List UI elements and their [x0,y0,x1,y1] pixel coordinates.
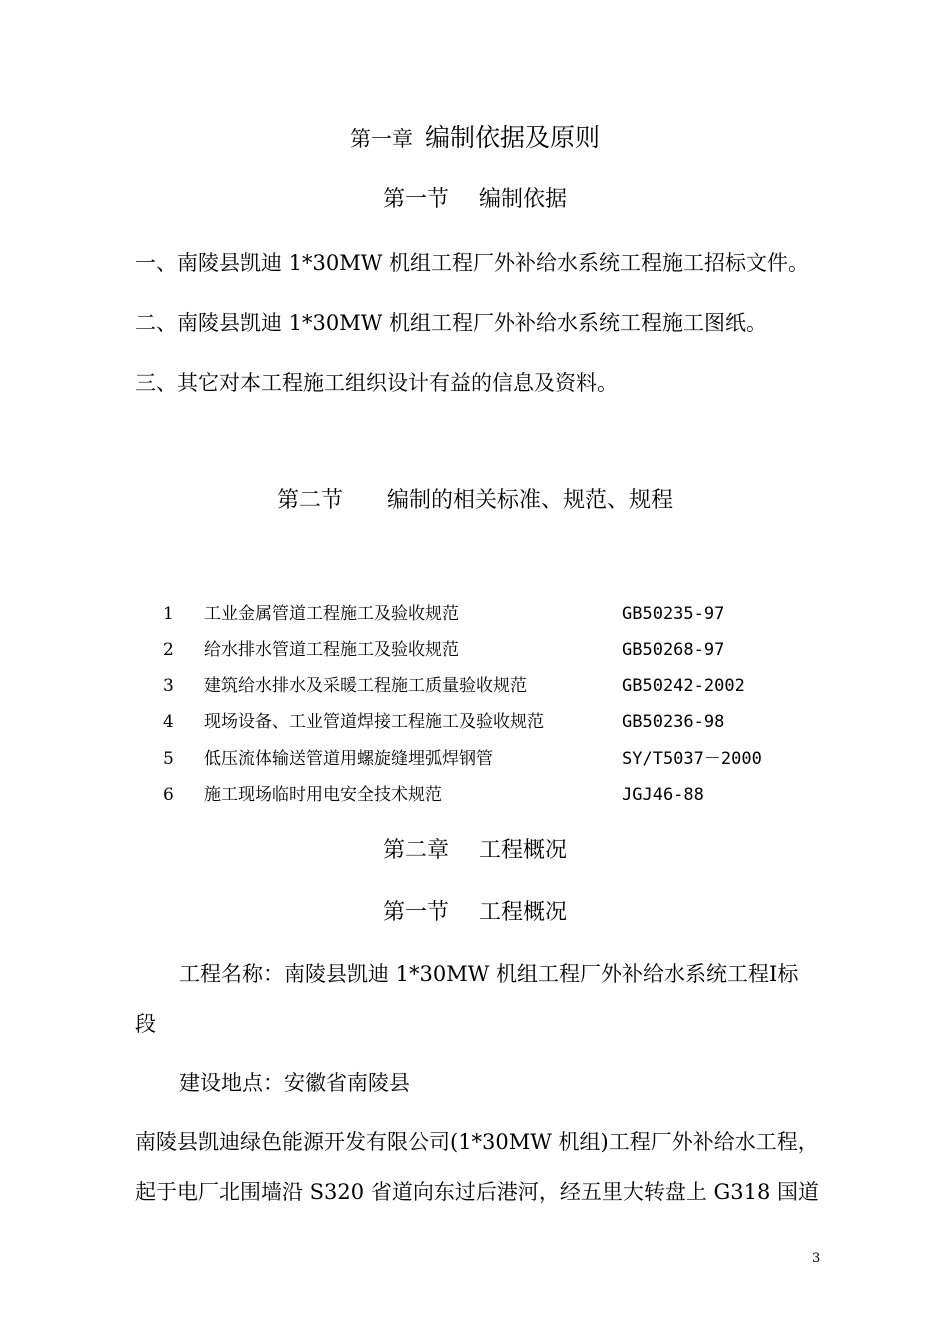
standard-number: 5 [163,749,174,769]
chapter-number: 第二章 [382,838,449,863]
standard-code: SY/T5037－2000 [622,749,762,769]
section-title-text: 工程概况 [479,900,568,925]
table-row [0,668,950,704]
standard-name: 工业金属管道工程施工及验收规范 [204,604,459,624]
table-row [0,741,950,777]
chapter-title [0,120,950,157]
table-row [0,596,950,632]
standard-code: GB50236-98 [622,712,725,732]
standard-name: 低压流体输送管道用螺旋缝埋弧焊钢管 [204,749,493,769]
section-title [0,896,950,930]
section-number: 第一节 [382,187,449,212]
section-number: 第二节 [276,488,343,513]
section-title-text: 编制依据 [479,187,568,212]
basis-item: 二、南陵县凯迪 1*30MW 机组工程厂外补给水系统工程施工图纸。 [135,311,768,335]
project-name-line: 段 [135,1012,156,1036]
table-row [0,632,950,668]
standard-number: 3 [163,676,174,696]
page-number: 3 [812,1251,821,1266]
standard-number: 2 [163,640,174,660]
standard-number: 1 [163,604,174,624]
chapter-title-text: 工程概况 [479,838,568,863]
standard-name: 给水排水管道工程施工及验收规范 [204,640,459,660]
section-title [0,484,950,518]
chapter-title [0,834,950,868]
description-line: 南陵县凯迪绿色能源开发有限公司(1*30MW 机组)工程厂外补给水工程， [135,1130,819,1154]
chapter-number: 第一章 [349,127,413,151]
standard-number: 4 [163,712,174,732]
section-title [0,183,950,217]
basis-item: 一、南陵县凯迪 1*30MW 机组工程厂外补给水系统工程施工招标文件。 [135,251,810,275]
standard-code: GB50235-97 [622,604,725,624]
standard-code: JGJ46-88 [622,785,704,805]
location-line: 建设地点：安徽省南陵县 [179,1071,410,1095]
table-row [0,704,950,740]
description-line: 起于电厂北围墙沿 S320 省道向东过后港河，经五里大转盘上 G318 国道 [135,1180,820,1204]
table-row [0,777,950,813]
section-number: 第一节 [382,900,449,925]
standard-name: 现场设备、工业管道焊接工程施工及验收规范 [204,712,544,732]
standard-code: GB50242-2002 [622,676,745,696]
standard-number: 6 [163,785,174,805]
standard-name: 建筑给水排水及采暖工程施工质量验收规范 [204,676,527,696]
chapter-title-text: 编制依据及原则 [424,123,600,152]
section-title-text: 编制的相关标准、规范、规程 [387,488,674,513]
project-name-line: 工程名称：南陵县凯迪 1*30MW 机组工程厂外补给水系统工程Ⅰ标 [179,962,799,986]
basis-item: 三、其它对本工程施工组织设计有益的信息及资料。 [135,371,618,395]
standard-code: GB50268-97 [622,640,725,660]
standard-name: 施工现场临时用电安全技术规范 [204,785,442,805]
